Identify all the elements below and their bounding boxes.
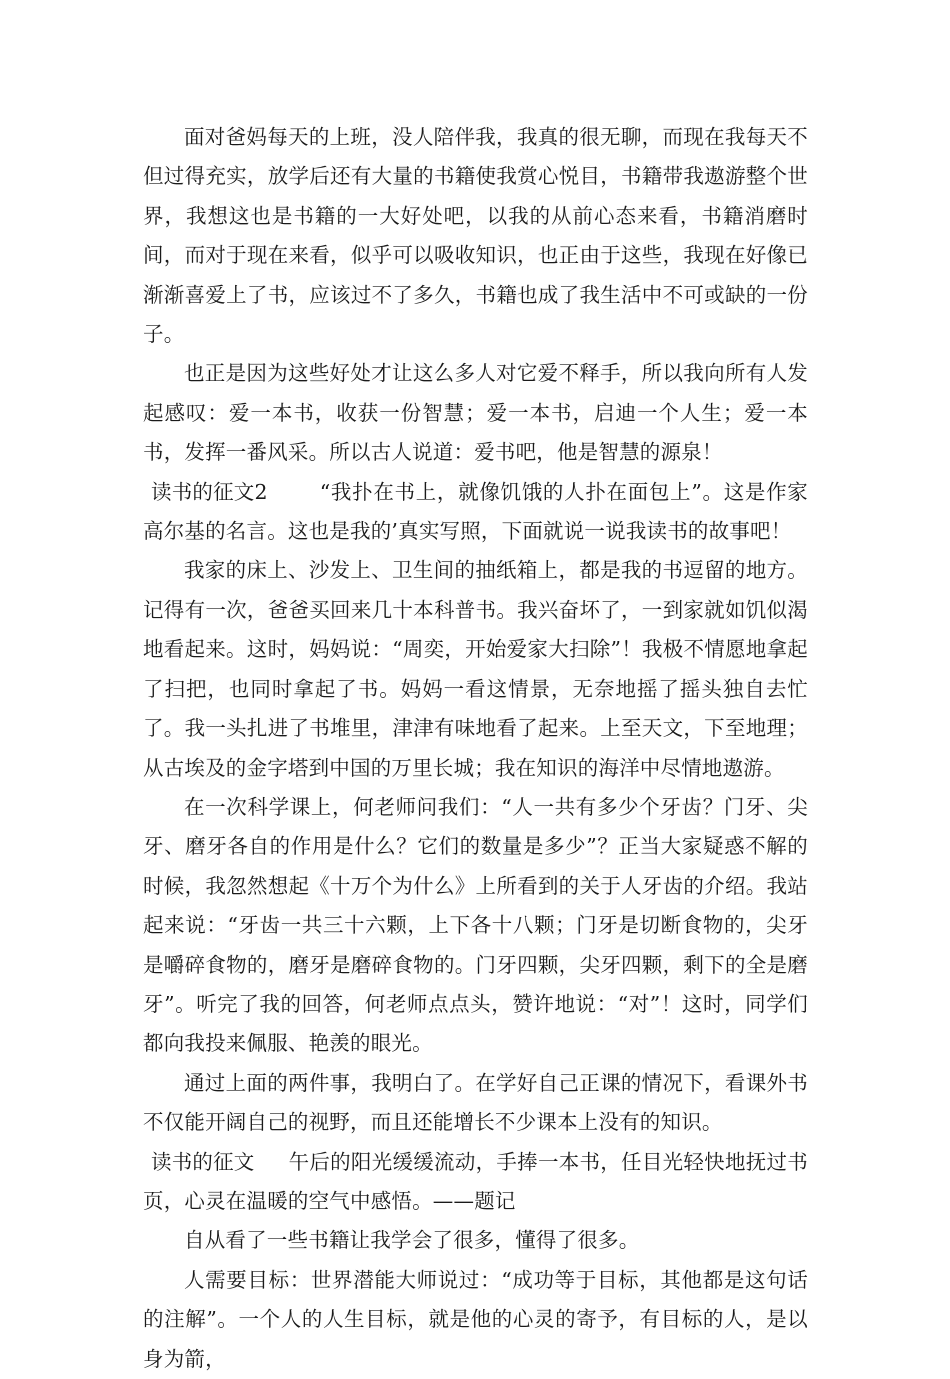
- paragraph-books-at-home: 我家的床上、沙发上、卫生间的抽纸箱上，都是我的书逗留的地方。记得有一次，爸爸买回来几十本科普书。我兴奋坏了，一到家就如饥似渴地看起来。这时，妈妈说：“周奕，开始爱家大扫除”！我极不情愿地拿起了扫把，也同时拿起了书。妈妈一看这情景，无奈地摇了摇头独自去忙了。我一头扎进了书堆里，津津有味地看了起来。上至天文，下至地理；从古埃及的金字塔到中国的万里长城；我在知识的海洋中尽情地遨游。: [143, 558, 808, 780]
- essay-2-intro: “我扑在书上，就像饥饿的人扑在面包上”。这是作家高尔基的名言。这也是我的’真实写照，下面就说一说我读书的故事吧！: [143, 479, 808, 544]
- paragraph-learned-much: 自从看了一些书籍让我学会了很多，懂得了很多。: [184, 1228, 640, 1253]
- paragraph-love-books: 也正是因为这些好处才让这么多人对它爱不释手，所以我向所有人发起感叹：爱一本书，收获一份智慧；爱一本书，启迪一个人生；爱一本书，发挥一番风采。所以古人说道：爱书吧，他是智慧的源泉！: [143, 361, 808, 465]
- paragraph-parents-work: 面对爸妈每天的上班，没人陪伴我，我真的很无聊，而现在我每天不但过得充实，放学后还有大量的书籍使我赏心悦目，书籍带我遨游整个世界，我想这也是书籍的一大好处吧，以我的从前心态来看，书籍消磨时间，而对于现在来看，似乎可以吸收知识，也正由于这些，我现在好像已渐渐喜爱上了书，应该过不了多久，书籍也成了我生活中不可或缺的一份子。: [143, 125, 808, 347]
- paragraph-science-class: 在一次科学课上，何老师问我们：“人一共有多少个牙齿？门牙、尖牙、磨牙各自的作用是什么？它们的数量是多少”？正当大家疑惑不解的时候，我忽然想起《十万个为什么》上所看到的关于人牙齿的介绍。我站起来说：“牙齿一共三十六颗，上下各十八颗；门牙是切断食物的，尖牙是嚼碎食物的，磨牙是磨碎食物的。门牙四颗，尖牙四颗，剩下的全是磨牙”。听完了我的回答，何老师点点头，赞许地说：“对”！这时，同学们都向我投来佩服、艳羡的眼光。: [143, 794, 808, 1056]
- essay-3-block: [143, 1143, 808, 1222]
- essay-2-title: 读书的征文2: [151, 479, 268, 504]
- essay-3-intro: 午后的阳光缓缓流动，手捧一本书，任目光轻快地抚过书页，心灵在温暖的空气中感悟。——题记: [143, 1149, 808, 1213]
- paragraph-conclusion: 通过上面的两件事，我明白了。在学好自己正课的情况下，看课外书不仅能开阔自己的视野，而且还能增长不少课本上没有的知识。: [143, 1070, 808, 1135]
- essay-3-title: 读书的征文: [151, 1149, 255, 1174]
- paragraph-need-goals: 人需要目标：世界潜能大师说过：“成功等于目标，其他都是这句话的注解”。一个人的人生目标，就是他的心灵的寄予，有目标的人，是以身为箭，: [143, 1267, 808, 1371]
- essay-2-block: [143, 473, 808, 552]
- document-page: [143, 118, 808, 1379]
